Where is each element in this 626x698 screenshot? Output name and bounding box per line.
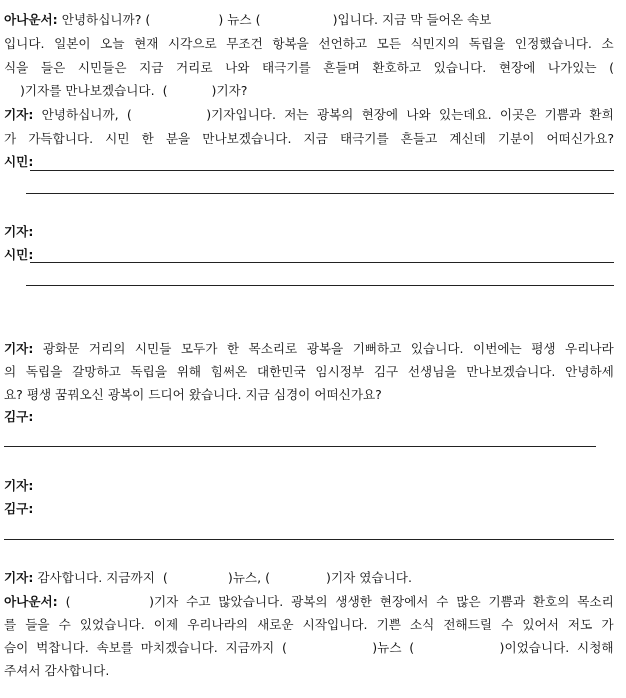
dialogue-line: 주셔서 감사합니다. [4,663,110,678]
speaker-label-citizen: 시민: [4,247,34,262]
dialogue-line: 입니다. 일본이 오늘 현재 시각으로 무조건 항복을 선언하고 모든 식민지의 독립을 인정했습니다. 소 [4,36,614,51]
speaker-label-reporter: 기자: [4,224,34,239]
speaker-label-kimgu: 김구: [4,501,34,516]
announcer-line-1 [4,12,491,28]
dialogue-text: ( )기자 수고 많았습니다. 광복의 생생한 현장에서 수 많은 기쁨과 환호의 목소리 [57,594,614,609]
dialogue-line: 슴이 벅찹니다. 속보를 마치겠습니다. 지금까지 ( )뉴스 ( )이었습니다. 시청해 [4,640,614,655]
dialogue-text: 감사합니다. 지금까지 ( )뉴스, ( )기자 였습니다. [33,570,412,585]
dialogue-line: 요? 평생 꿈꿔오신 광복이 드디어 왔습니다. 지금 심경이 어떠신가요? [4,387,382,402]
answer-line[interactable] [4,446,596,447]
answer-line[interactable] [26,285,614,286]
speaker-label-reporter: 기자: [4,341,34,356]
speaker-label-announcer: 아나운서: [4,12,58,27]
announcer-line-2 [4,594,614,610]
reporter-line-3 [4,570,412,586]
reporter-line-2 [4,341,614,357]
speaker-label-announcer: 아나운서: [4,594,58,609]
speaker-label-reporter: 기자: [4,570,34,585]
dialogue-text: 광화문 거리의 시민들 모두가 한 목소리로 광복을 기뻐하고 있습니다. 이번에는 평생 우리나라 [33,341,614,356]
answer-line[interactable] [4,539,614,540]
reporter-line-1 [4,107,614,123]
answer-line[interactable] [30,262,614,263]
dialogue-line: 식을 들은 시민들은 지금 거리로 나와 태극기를 흔들며 환호하고 있습니다. 현장에 나가있는 ( [4,60,615,75]
dialogue-line: 가 가득합니다. 시민 한 분을 만나보겠습니다. 지금 태극기를 흔들고 계신데 기분이 어떠신가요? [4,131,615,146]
answer-line[interactable] [26,193,614,194]
dialogue-line: )기자를 만나보겠습니다. ( )기자? [4,83,248,98]
speaker-label-kimgu: 김구: [4,409,34,424]
dialogue-text: 안녕하십니까? ( ) 뉴스 ( )입니다. 지금 막 들어온 속보 [57,12,492,27]
speaker-label-reporter: 기자: [4,478,34,493]
answer-line[interactable] [30,170,614,171]
speaker-label-reporter: 기자: [4,107,34,122]
dialogue-line: 를 들을 수 있었습니다. 이제 우리나라의 새로운 시작입니다. 기쁜 소식 전해드릴 수 있어서 저도 가 [4,617,614,632]
dialogue-line: 의 독립을 갈망하고 독립을 위해 힘써온 대한민국 임시정부 김구 선생님을 만나보겠습니다. 안녕하세 [4,364,614,379]
speaker-label-citizen: 시민: [4,154,34,169]
dialogue-text: 안녕하십니까, ( )기자입니다. 저는 광복의 현장에 나와 있는데요. 이곳은 기쁨과 환희 [33,107,614,122]
